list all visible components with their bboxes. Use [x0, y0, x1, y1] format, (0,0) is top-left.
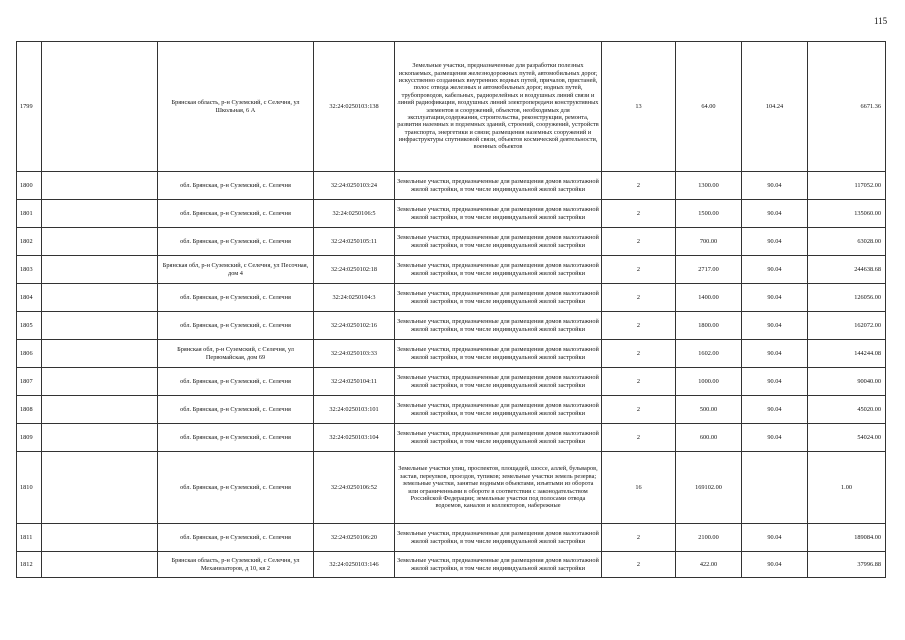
land-use-cell: Земельные участки, предназначенные для размещения домов малоэтажной жилой застройки, в том числе индивидуальной жилой застройки — [395, 312, 602, 340]
cadastral-number-cell: 32:24:0250104:11 — [314, 368, 395, 396]
page-number: 115 — [874, 16, 888, 26]
land-use-cell: Земельные участки, предназначенные для размещения домов малоэтажной жилой застройки, в том числе индивидуальной жилой застройки — [395, 256, 602, 284]
land-use-cell: Земельные участки, предназначенные для размещения домов малоэтажной жилой застройки, в том числе индивидуальной жилой застройки — [395, 340, 602, 368]
rate-cell: 104.24 — [742, 42, 808, 172]
land-use-cell: Земельные участки, предназначенные для размещения домов малоэтажной жилой застройки, в том числе индивидуальной жилой застройки — [395, 172, 602, 200]
land-use-cell: Земельные участки, предназначенные для размещения домов малоэтажной жилой застройки, в том числе индивидуальной жилой застройки — [395, 368, 602, 396]
address-cell: обл. Брянская, р-н Суземский, с. Селечня — [158, 284, 314, 312]
blank-cell — [42, 368, 158, 396]
row-number: 1802 — [17, 228, 42, 256]
group-code-cell: 2 — [602, 368, 676, 396]
cadastral-number-cell: 32:24:0250102:18 — [314, 256, 395, 284]
cadastral-number-cell: 32:24:0250103:146 — [314, 552, 395, 578]
row-number: 1811 — [17, 524, 42, 552]
area-cell: 169102.00 — [676, 452, 742, 524]
area-cell: 700.00 — [676, 228, 742, 256]
row-number: 1804 — [17, 284, 42, 312]
land-use-cell: Земельные участки, предназначенные для размещения домов малоэтажной жилой застройки, в том числе индивидуальной жилой застройки — [395, 228, 602, 256]
area-cell: 1000.00 — [676, 368, 742, 396]
table-row — [17, 200, 886, 228]
cadastral-value-cell: 244638.68 — [808, 256, 886, 284]
table-row — [17, 312, 886, 340]
cadastral-value-cell: 1.00 — [808, 452, 886, 524]
rate-cell: 90.04 — [742, 284, 808, 312]
row-number: 1808 — [17, 396, 42, 424]
cadastral-number-cell: 32:24:0250103:138 — [314, 42, 395, 172]
address-cell: Брянская область, р-н Суземский, с Селечня, ул Школьная, 6 А — [158, 42, 314, 172]
rate-cell: 90.04 — [742, 228, 808, 256]
cadastral-number-cell: 32:24:0250103:33 — [314, 340, 395, 368]
rate-cell: 90.04 — [742, 312, 808, 340]
cadastral-number-cell: 32:24:0250104:3 — [314, 284, 395, 312]
area-cell: 500.00 — [676, 396, 742, 424]
group-code-cell: 2 — [602, 172, 676, 200]
blank-cell — [42, 552, 158, 578]
rate-cell: 90.04 — [742, 172, 808, 200]
address-cell: обл. Брянская, р-н Суземский, с. Селечня — [158, 424, 314, 452]
rate-cell: 90.04 — [742, 340, 808, 368]
cadastral-value-cell: 63028.00 — [808, 228, 886, 256]
cadastral-number-cell: 32:24:0250102:16 — [314, 312, 395, 340]
blank-cell — [42, 312, 158, 340]
land-use-cell: Земельные участки, предназначенные для размещения домов малоэтажной жилой застройки, в том числе индивидуальной жилой застройки — [395, 284, 602, 312]
group-code-cell: 2 — [602, 524, 676, 552]
table-row — [17, 452, 886, 524]
cadastral-value-cell: 54024.00 — [808, 424, 886, 452]
table-row — [17, 424, 886, 452]
table-row — [17, 256, 886, 284]
cadastral-number-cell: 32:24:0250103:101 — [314, 396, 395, 424]
land-use-cell: Земельные участки, предназначенные для размещения домов малоэтажной жилой застройки, в том числе индивидуальной жилой застройки — [395, 552, 602, 578]
cadastral-value-cell: 189084.00 — [808, 524, 886, 552]
cadastral-number-cell: 32:24:0250106:52 — [314, 452, 395, 524]
group-code-cell: 2 — [602, 200, 676, 228]
cadastral-value-cell: 37996.88 — [808, 552, 886, 578]
group-code-cell: 13 — [602, 42, 676, 172]
blank-cell — [42, 284, 158, 312]
blank-cell — [42, 340, 158, 368]
cadastral-value-cell: 90040.00 — [808, 368, 886, 396]
cadastral-value-cell: 6671.36 — [808, 42, 886, 172]
area-cell: 422.00 — [676, 552, 742, 578]
land-use-cell: Земельные участки, предназначенные для размещения домов малоэтажной жилой застройки, в том числе индивидуальной жилой застройки — [395, 396, 602, 424]
row-number: 1810 — [17, 452, 42, 524]
blank-cell — [42, 256, 158, 284]
row-number: 1805 — [17, 312, 42, 340]
rate-cell: 90.04 — [742, 256, 808, 284]
table-row — [17, 42, 886, 172]
row-number: 1807 — [17, 368, 42, 396]
address-cell: Брянская обл, р-н Суземский, с Селечня, ул Первомайская, дом 69 — [158, 340, 314, 368]
cadastral-number-cell: 32:24:0250103:104 — [314, 424, 395, 452]
cadastral-number-cell: 32:24:0250103:24 — [314, 172, 395, 200]
rate-cell: 90.04 — [742, 200, 808, 228]
rate-cell: 90.04 — [742, 552, 808, 578]
table-row — [17, 368, 886, 396]
blank-cell — [42, 396, 158, 424]
area-cell: 2100.00 — [676, 524, 742, 552]
rate-cell: 90.04 — [742, 424, 808, 452]
land-use-cell: Земельные участки улиц, проспектов, площадей, шоссе, аллей, бульваров, застав, переулков, проездов, тупиков; земельные участки земель резерва; земельные участки, занятые водными объектами, изъятыми из оборота или ограниченными в обороте в соответствии с законодательством Российской Федерации; земельные участки под полосами отвода водоемов, каналов и коллекторов, набережные — [395, 452, 602, 524]
table-row — [17, 284, 886, 312]
group-code-cell: 2 — [602, 396, 676, 424]
group-code-cell: 2 — [602, 228, 676, 256]
group-code-cell: 2 — [602, 312, 676, 340]
land-use-cell: Земельные участки, предназначенные для размещения домов малоэтажной жилой застройки, в том числе индивидуальной жилой застройки — [395, 524, 602, 552]
area-cell: 600.00 — [676, 424, 742, 452]
blank-cell — [42, 524, 158, 552]
group-code-cell: 2 — [602, 424, 676, 452]
address-cell: обл. Брянская, р-н Суземский, с. Селечня — [158, 172, 314, 200]
row-number: 1806 — [17, 340, 42, 368]
table-row — [17, 228, 886, 256]
row-number: 1809 — [17, 424, 42, 452]
rate-cell: 90.04 — [742, 368, 808, 396]
cadastral-value-cell: 135060.00 — [808, 200, 886, 228]
blank-cell — [42, 424, 158, 452]
table-row — [17, 524, 886, 552]
area-cell: 1400.00 — [676, 284, 742, 312]
address-cell: Брянская обл, р-н Суземский, с Селечня, ул Песочная, дом 4 — [158, 256, 314, 284]
row-number: 1800 — [17, 172, 42, 200]
area-cell: 1800.00 — [676, 312, 742, 340]
group-code-cell: 2 — [602, 552, 676, 578]
rate-cell: 90.04 — [742, 396, 808, 424]
area-cell: 2717.00 — [676, 256, 742, 284]
cadastral-value-cell: 117052.00 — [808, 172, 886, 200]
blank-cell — [42, 228, 158, 256]
area-cell: 1602.00 — [676, 340, 742, 368]
land-use-cell: Земельные участки, предназначенные для разработки полезных ископаемых, размещения железнодорожных путей, автомобильных дорог, искусственно созданных внутренних водных путей, причалов, пристаней, полос отвода железных и автомобильных дорог, водных путей, трубопроводов, кабельных, радиорелейных и воздушных линий связи и линий радиофикации, воздушных линий электропередачи конструктивных элементов и сооружений, объектов, необходимых для эксплуатации,содержания, строительства, реконструкции, ремонта, развития наземных и подземных зданий, строений, сооружений, устройств транспорта, энергетики и связи; размещения наземных сооружений и инфраструктуры спутниковой связи, объектов космической деятельности, военных объектов — [395, 42, 602, 172]
group-code-cell: 16 — [602, 452, 676, 524]
address-cell: обл. Брянская, р-н Суземский, с. Селечня — [158, 396, 314, 424]
cadastral-value-cell: 45020.00 — [808, 396, 886, 424]
row-number: 1799 — [17, 42, 42, 172]
cadastral-value-cell: 162072.00 — [808, 312, 886, 340]
cadastral-number-cell: 32:24:0250106:5 — [314, 200, 395, 228]
cadastral-number-cell: 32:24:0250105:11 — [314, 228, 395, 256]
row-number: 1803 — [17, 256, 42, 284]
area-cell: 1500.00 — [676, 200, 742, 228]
address-cell: обл. Брянская, р-н Суземский, с. Селечня — [158, 200, 314, 228]
address-cell: обл. Брянская, р-н Суземский, с. Селечня — [158, 452, 314, 524]
area-cell: 64.00 — [676, 42, 742, 172]
rate-cell: 90.04 — [742, 524, 808, 552]
area-cell: 1300.00 — [676, 172, 742, 200]
table-row — [17, 340, 886, 368]
address-cell: обл. Брянская, р-н Суземский, с. Селечня — [158, 368, 314, 396]
cadastral-table — [16, 41, 886, 578]
table-row — [17, 552, 886, 578]
blank-cell — [42, 200, 158, 228]
row-number: 1801 — [17, 200, 42, 228]
rate-cell — [742, 452, 808, 524]
cadastral-value-cell: 144244.08 — [808, 340, 886, 368]
blank-cell — [42, 42, 158, 172]
blank-cell — [42, 452, 158, 524]
address-cell: обл. Брянская, р-н Суземский, с. Селечня — [158, 524, 314, 552]
table-row — [17, 396, 886, 424]
row-number: 1812 — [17, 552, 42, 578]
group-code-cell: 2 — [602, 340, 676, 368]
address-cell: обл. Брянская, р-н Суземский, с. Селечня — [158, 228, 314, 256]
group-code-cell: 2 — [602, 256, 676, 284]
address-cell: Брянская область, р-н Суземский, с Селечня, ул Механизаторов, д 10, кв 2 — [158, 552, 314, 578]
address-cell: обл. Брянская, р-н Суземский, с. Селечня — [158, 312, 314, 340]
cadastral-value-cell: 126056.00 — [808, 284, 886, 312]
land-use-cell: Земельные участки, предназначенные для размещения домов малоэтажной жилой застройки, в том числе индивидуальной жилой застройки — [395, 424, 602, 452]
group-code-cell: 2 — [602, 284, 676, 312]
land-use-cell: Земельные участки, предназначенные для размещения домов малоэтажной жилой застройки, в том числе индивидуальной жилой застройки — [395, 200, 602, 228]
table-row — [17, 172, 886, 200]
blank-cell — [42, 172, 158, 200]
cadastral-number-cell: 32:24:0250106:20 — [314, 524, 395, 552]
